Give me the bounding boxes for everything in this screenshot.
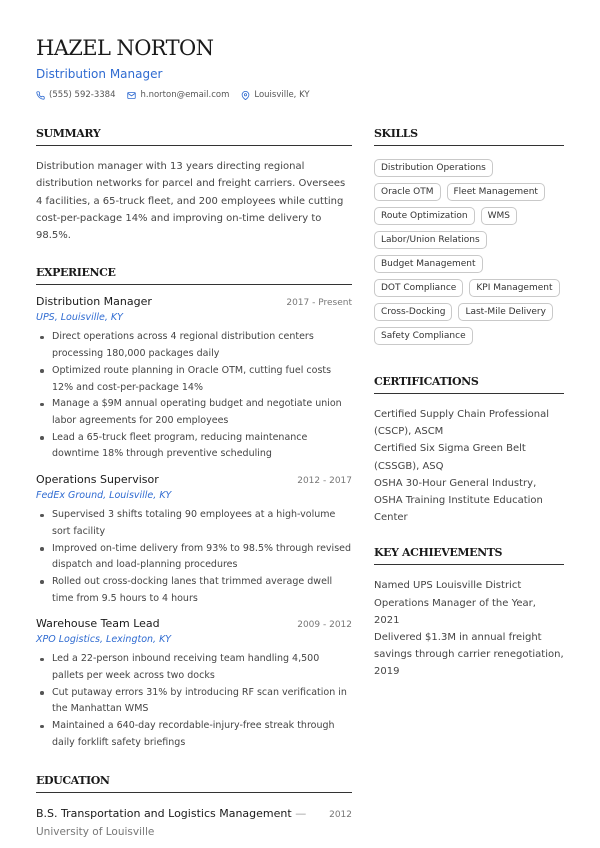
job-bullets [36,507,352,607]
summary-heading: SUMMARY [36,127,352,146]
job-organization: XPO Logistics, Lexington, KY [36,634,172,646]
education-section [36,774,352,838]
certifications-section [374,375,564,526]
job-bullet: Cut putaway errors 31% by introducing RF scan verification in the Manhattan WMS [36,685,352,718]
achievement-item: Named UPS Louisville District Operations Manager of the Year, 2021 [374,580,536,626]
skill-tag: Budget Management [374,255,483,273]
skill-tag: Oracle OTM [374,183,441,201]
education-year: 2012 [329,809,352,820]
job-bullet: Optimized route planning in Oracle OTM, cutting fuel costs 12% and cost-per-package 14% [36,363,352,396]
job-entry [36,295,352,463]
job-bullet: Maintained a 640-day recordable-injury-free streak through daily forklift safety briefings [36,718,352,751]
job-organization: FedEx Ground, Louisville, KY [36,490,172,502]
job-title: Warehouse Team Lead [36,617,160,631]
phone-icon [36,91,45,100]
right-column [374,127,564,681]
job-title: Distribution Manager [36,295,152,309]
job-organization: UPS, Louisville, KY [36,312,123,324]
contact-location [241,90,309,100]
skills-heading: SKILLS [374,127,564,146]
job-dates: 2012 - 2017 [297,476,352,487]
job-bullets [36,329,352,463]
achievements-section [374,546,564,680]
skill-tag: Cross-Docking [374,303,452,321]
job-title: Operations Supervisor [36,473,159,487]
certification-item: Certified Six Sigma Green Belt (CSSGB), ASQ [374,443,526,472]
job-dates: 2009 - 2012 [297,620,352,631]
email-text: h.norton@email.com [140,90,230,100]
achievements-heading: KEY ACHIEVEMENTS [374,546,564,565]
left-column [36,127,352,838]
degree-dash: — [295,806,307,820]
job-bullet: Lead a 65-truck fleet program, reducing maintenance downtime 18% through preventive scheduling [36,430,352,463]
phone-text: (555) 592-3384 [49,90,116,100]
candidate-name: HAZEL NORTON [36,36,214,60]
job-dates: 2017 - Present [286,298,352,309]
location-pin-icon [241,91,250,100]
contact-email[interactable] [127,90,229,100]
education-degree [36,807,306,820]
achievements-list [374,577,564,680]
skill-tag: DOT Compliance [374,279,463,297]
summary-text: Distribution manager with 13 years directing regional distribution networks for parcel and freight carriers. Oversees 4 facilities, a 65-truck fleet, and 200 employees while cutting cost-per-package 14% and improving on-time delivery to 98.5%. [36,161,346,242]
certification-item: Certified Supply Chain Professional (CSCP), ASCM [374,409,550,438]
job-bullet: Direct operations across 4 regional distribution centers processing 180,000 packages daily [36,329,352,362]
education-heading: EDUCATION [36,774,352,793]
email-icon [127,91,136,100]
skills-list [374,159,564,345]
job-bullet: Manage a $9M annual operating budget and negotiate union labor agreements for 200 employees [36,396,352,429]
achievement-item: Delivered $1.3M in annual freight savings through carrier renegotiation, 2019 [374,632,564,678]
summary-section [36,127,352,244]
experience-heading: EXPERIENCE [36,266,352,285]
candidate-role: Distribution Manager [36,67,163,81]
skill-tag: Route Optimization [374,207,475,225]
degree-text: B.S. Transportation and Logistics Management [36,806,292,820]
job-entry [36,617,352,751]
job-bullet: Rolled out cross-docking lanes that trimmed average dwell time from 9.5 hours to 4 hours [36,574,352,607]
skill-tag: Safety Compliance [374,327,473,345]
job-bullet: Led a 22-person inbound receiving team handling 4,500 pallets per week across two docks [36,651,352,684]
skill-tag: Fleet Management [447,183,545,201]
education-school: University of Louisville [36,825,155,838]
contact-bar [36,90,310,100]
job-bullets [36,651,352,751]
job-bullet: Improved on-time delivery from 93% to 98.5% through revised dispatch and load-planning procedures [36,541,352,574]
job-entry [36,473,352,607]
experience-section [36,266,352,751]
job-bullet: Supervised 3 shifts totaling 90 employees at a high-volume sort facility [36,507,352,540]
skill-tag: Distribution Operations [374,159,493,177]
certifications-list [374,406,564,526]
contact-phone[interactable] [36,90,115,100]
certifications-heading: CERTIFICATIONS [374,375,564,394]
location-text: Louisville, KY [254,90,310,100]
certification-item: OSHA 30-Hour General Industry, OSHA Training Institute Education Center [374,477,543,524]
skills-section [374,127,564,345]
skill-tag: Last-Mile Delivery [458,303,553,321]
skill-tag: KPI Management [469,279,559,297]
skill-tag: WMS [481,207,517,225]
skill-tag: Labor/Union Relations [374,231,487,249]
